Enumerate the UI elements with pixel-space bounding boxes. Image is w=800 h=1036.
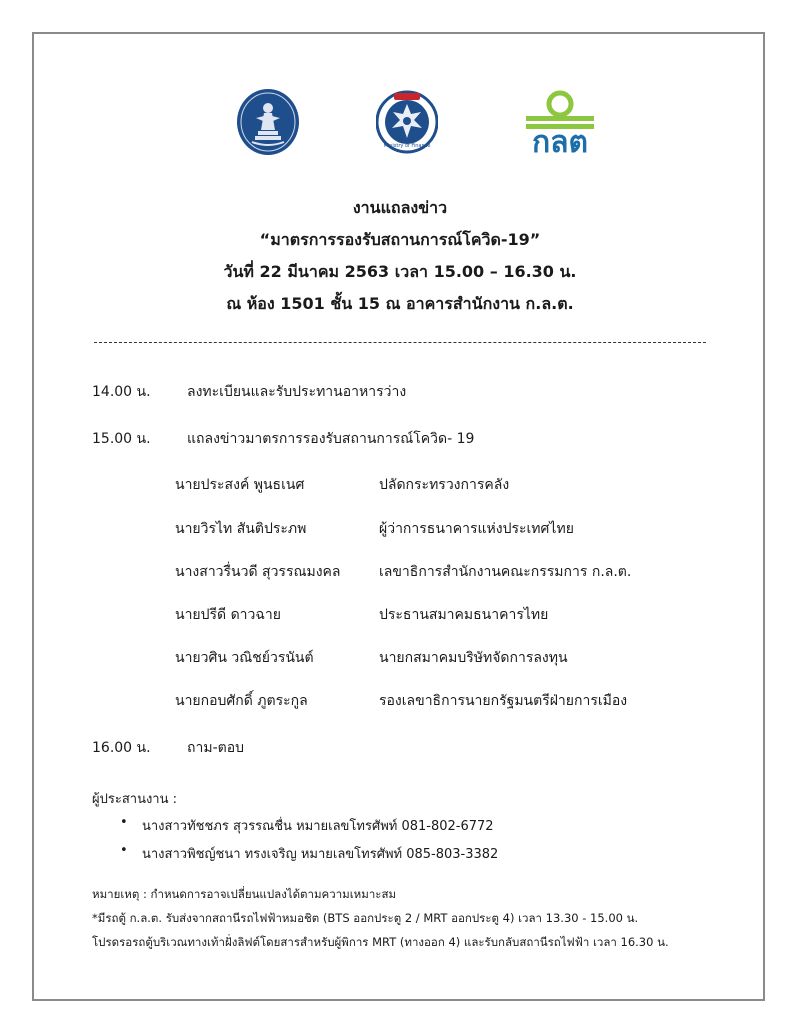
coordinator-item (92, 843, 732, 863)
speaker-row (92, 647, 732, 667)
coordinators-label: ผู้ประสานงาน : (92, 792, 178, 807)
speaker-title: รองเลขาธิการนายกรัฐมนตรีฝ่ายการเมือง (379, 693, 628, 709)
dashed-divider (94, 342, 706, 343)
notes (92, 883, 732, 955)
speaker-title: ประธานสมาคมธนาคารไทย (379, 607, 549, 623)
agenda-item (92, 428, 732, 448)
coordinator-contact: นางสาวพิชญ์ชนา ทรงเจริญ หมายเลขโทรศัพท์ 085-803-3382 (142, 847, 499, 862)
note-remark: หมายเหตุ : กำหนดการอาจเปลี่ยนแปลงได้ตามความเหมาะสม (92, 887, 397, 901)
agenda-time: 14.00 น. (92, 384, 151, 400)
speaker-title: ปลัดกระทรวงการคลัง (379, 477, 510, 493)
speaker-row (92, 518, 732, 538)
announcement-header (0, 192, 800, 320)
event-title: “มาตรการรองรับสถานการณ์โควิด-19” (259, 230, 541, 249)
logo-row (0, 88, 800, 168)
speaker-row (92, 690, 732, 710)
coordinator-item (92, 815, 732, 835)
sec-logo-icon (524, 90, 596, 162)
note-pickup: โปรดรอรถตู้บริเวณทางเท้าฝั่งลิฟต์โดยสารสำหรับผู้พิการ MRT (ทางออก 4) และรับกลับสถานีรถไฟฟ้า เวลา 16.30 น. (92, 935, 669, 949)
ministry-of-finance-seal-icon (376, 90, 438, 154)
speaker-name: นายกอบศักดิ์ ภูตระกูล (175, 693, 308, 709)
event-date-time: วันที่ 22 มีนาคม 2563 เวลา 15.00 – 16.30 น. (223, 262, 577, 281)
speaker-title: ผู้ว่าการธนาคารแห่งประเทศไทย (379, 521, 574, 537)
agenda-text: ลงทะเบียนและรับประทานอาหารว่าง (187, 384, 407, 400)
bullet: • (120, 815, 128, 830)
speaker-row (92, 561, 732, 581)
event-type: งานแถลงข่าว (352, 198, 448, 217)
speaker-title: เลขาธิการสำนักงานคณะกรรมการ ก.ล.ต. (379, 564, 632, 580)
agenda-item (92, 381, 732, 401)
speaker-name: นายประสงค์ พูนธเนศ (175, 477, 305, 493)
event-venue: ณ ห้อง 1501 ชั้น 15 ณ อาคารสำนักงาน ก.ล.ต. (226, 294, 574, 313)
agenda-time: 16.00 น. (92, 740, 151, 756)
agenda-item (92, 737, 732, 757)
speaker-name: นายวศิน วณิชย์วรนันต์ (175, 650, 314, 666)
speaker-title: นายกสมาคมบริษัทจัดการลงทุน (379, 650, 568, 666)
agenda-text: ถาม-ตอบ (187, 740, 245, 756)
speaker-name: นางสาวรื่นวดี สุวรรณมงคล (175, 564, 341, 580)
sec-logo-text: กลต (531, 125, 589, 160)
coordinator-contact: นางสาวทัชชภร สุวรรณชื่น หมายเลขโทรศัพท์ 081-802-6772 (142, 819, 494, 834)
speaker-name: นายปรีดี ดาวฉาย (175, 607, 281, 623)
speaker-name: นายวิรไท สันติประภพ (175, 521, 307, 537)
speaker-row (92, 604, 732, 624)
bullet: • (120, 843, 128, 858)
note-shuttle: *มีรถตู้ ก.ล.ต. รับส่งจากสถานีรถไฟฟ้าหมอชิต (BTS ออกประตู 2 / MRT ออกประตู 4) เวลา 13.30 - 15.00 น. (92, 911, 639, 925)
bank-of-thailand-seal-icon (236, 88, 300, 156)
svg-text:Ministry of Finance: Ministry of Finance (383, 143, 431, 149)
agenda-time: 15.00 น. (92, 431, 151, 447)
speaker-row (92, 474, 732, 494)
agenda-text: แถลงข่าวมาตรการรองรับสถานการณ์โควิด- 19 (187, 431, 475, 447)
